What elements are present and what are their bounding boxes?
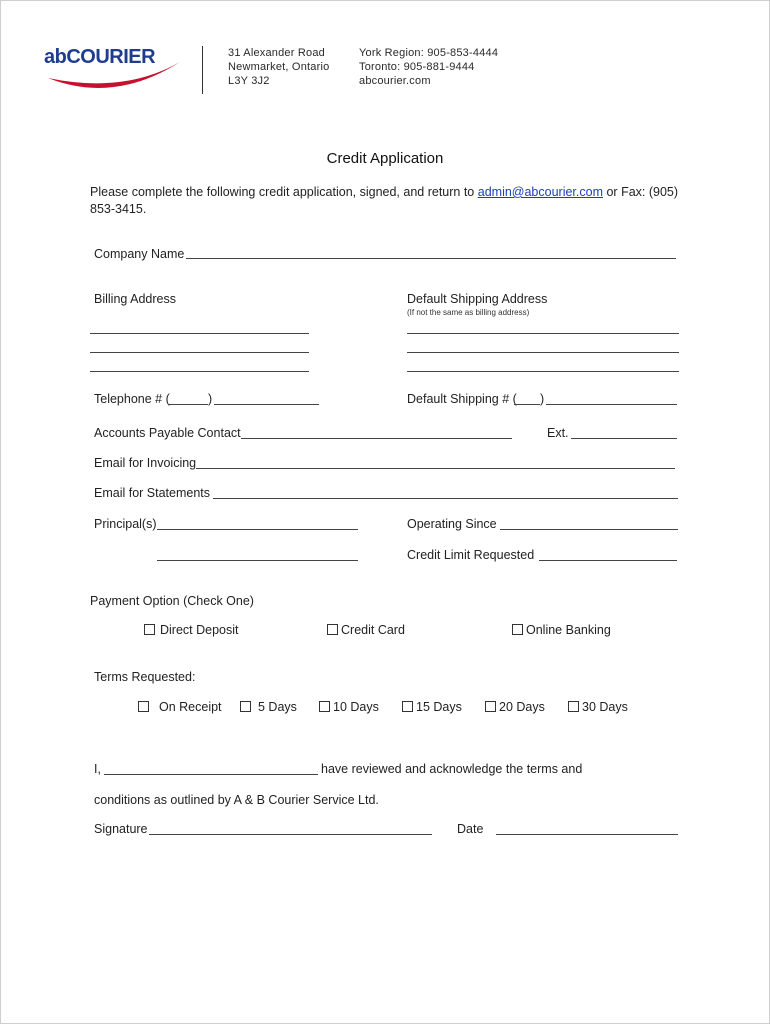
principals-field-2[interactable] bbox=[157, 560, 358, 561]
header-contact-website[interactable]: abcourier.com bbox=[359, 75, 431, 87]
ack-line-2: conditions as outlined by A & B Courier Service Ltd. bbox=[94, 793, 379, 807]
intro-line-2: 853-3415. bbox=[90, 202, 147, 216]
header-address-line-2: Newmarket, Ontario bbox=[228, 61, 330, 73]
credit-limit-label: Credit Limit Requested bbox=[407, 548, 535, 562]
shipping-address-label: Default Shipping Address bbox=[407, 292, 548, 306]
ext-label: Ext. bbox=[547, 426, 569, 440]
telephone-area-code-field[interactable] bbox=[168, 404, 208, 405]
email-link[interactable]: admin@abcourier.com bbox=[477, 185, 603, 199]
header-divider bbox=[202, 46, 203, 94]
payment-option-label: Payment Option (Check One) bbox=[90, 594, 254, 608]
operating-since-field[interactable] bbox=[500, 529, 678, 530]
shipping-phone-label: Default Shipping # ( bbox=[407, 392, 517, 406]
credit-card-checkbox[interactable] bbox=[327, 624, 338, 635]
credit-card-label: Credit Card bbox=[341, 623, 405, 637]
form-title: Credit Application bbox=[326, 150, 444, 167]
terms-15-days-label: 15 Days bbox=[416, 700, 462, 714]
email-statements-label: Email for Statements bbox=[94, 486, 211, 500]
date-field[interactable] bbox=[496, 834, 678, 835]
shipping-address-field-1[interactable] bbox=[407, 333, 679, 334]
billing-address-label: Billing Address bbox=[94, 292, 176, 306]
signature-field[interactable] bbox=[149, 834, 432, 835]
header-contact-york: York Region: 905-853-4444 bbox=[359, 47, 499, 59]
terms-on-receipt-checkbox[interactable] bbox=[138, 701, 149, 712]
logo-text: abCOURIER bbox=[44, 46, 156, 68]
shipping-address-note: (If not the same as billing address) bbox=[407, 308, 530, 317]
ap-contact-label: Accounts Payable Contact bbox=[94, 426, 241, 440]
credit-limit-field[interactable] bbox=[539, 560, 677, 561]
shipping-phone-close-paren: ) bbox=[540, 392, 545, 406]
direct-deposit-checkbox[interactable] bbox=[144, 624, 155, 635]
telephone-close-paren: ) bbox=[208, 392, 213, 406]
online-banking-checkbox[interactable] bbox=[512, 624, 523, 635]
terms-requested-label: Terms Requested: bbox=[94, 670, 196, 684]
intro-suffix: or Fax: (905) bbox=[606, 185, 679, 199]
online-banking-label: Online Banking bbox=[526, 623, 611, 637]
ack-name-field[interactable] bbox=[104, 774, 318, 775]
terms-20-days-checkbox[interactable] bbox=[485, 701, 496, 712]
email-invoicing-field[interactable] bbox=[196, 468, 675, 469]
company-name-field[interactable] bbox=[186, 258, 676, 259]
header-contact-toronto: Toronto: 905-881-9444 bbox=[359, 61, 475, 73]
ack-prefix: I, bbox=[94, 762, 101, 776]
shipping-address-field-2[interactable] bbox=[407, 352, 679, 353]
signature-label: Signature bbox=[94, 822, 148, 836]
intro-line-1 bbox=[90, 185, 678, 199]
terms-30-days-label: 30 Days bbox=[582, 700, 628, 714]
terms-10-days-label: 10 Days bbox=[333, 700, 379, 714]
billing-address-field-2[interactable] bbox=[90, 352, 309, 353]
terms-5-days-checkbox[interactable] bbox=[240, 701, 251, 712]
shipping-phone-number-field[interactable] bbox=[546, 404, 677, 405]
intro-prefix: Please complete the following credit application, signed, and return to bbox=[90, 185, 475, 199]
abcourier-logo bbox=[44, 44, 184, 100]
terms-15-days-checkbox[interactable] bbox=[402, 701, 413, 712]
terms-on-receipt-label: On Receipt bbox=[159, 700, 222, 714]
shipping-address-field-3[interactable] bbox=[407, 371, 679, 372]
terms-30-days-checkbox[interactable] bbox=[568, 701, 579, 712]
header-address-line-3: L3Y 3J2 bbox=[228, 75, 270, 87]
telephone-number-field[interactable] bbox=[214, 404, 319, 405]
header-address-line-1: 31 Alexander Road bbox=[228, 47, 325, 59]
terms-10-days-checkbox[interactable] bbox=[319, 701, 330, 712]
ack-suffix: have reviewed and acknowledge the terms and bbox=[321, 762, 583, 776]
billing-address-field-1[interactable] bbox=[90, 333, 309, 334]
email-invoicing-label: Email for Invoicing bbox=[94, 456, 197, 470]
ext-field[interactable] bbox=[571, 438, 677, 439]
terms-20-days-label: 20 Days bbox=[499, 700, 545, 714]
ap-contact-field[interactable] bbox=[241, 438, 512, 439]
principals-field-1[interactable] bbox=[157, 529, 358, 530]
company-name-label: Company Name bbox=[94, 247, 185, 261]
terms-5-days-label: 5 Days bbox=[258, 700, 297, 714]
date-label: Date bbox=[457, 822, 484, 836]
telephone-label: Telephone # ( bbox=[94, 392, 170, 406]
shipping-phone-area-code-field[interactable] bbox=[514, 404, 540, 405]
operating-since-label: Operating Since bbox=[407, 517, 497, 531]
logo-swoosh bbox=[44, 44, 184, 100]
email-statements-field[interactable] bbox=[213, 498, 678, 499]
direct-deposit-label: Direct Deposit bbox=[160, 623, 239, 637]
billing-address-field-3[interactable] bbox=[90, 371, 309, 372]
principals-label: Principal(s) bbox=[94, 517, 157, 531]
